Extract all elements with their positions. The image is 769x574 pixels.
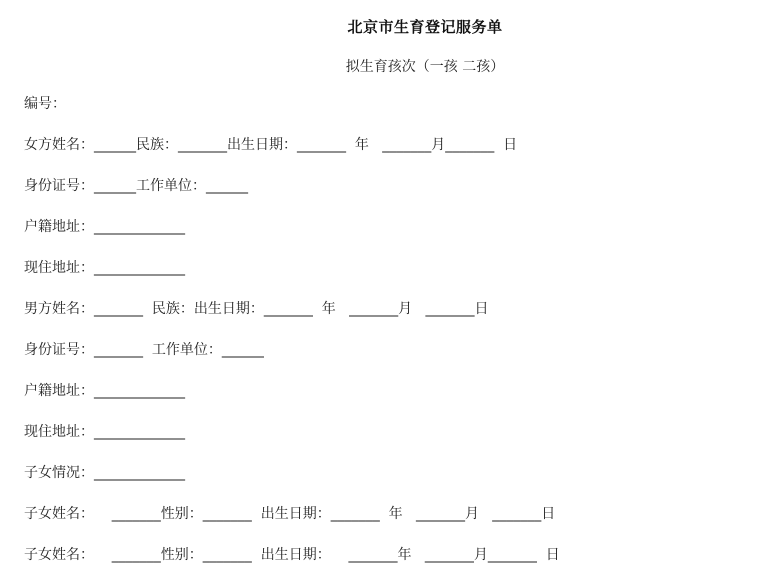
form-line-number: 编号： [24, 96, 66, 112]
form-line-male-id: 身份证号：_______ 工作单位：______ [24, 342, 264, 358]
form-line-male-name: 男方姓名：_______ 民族：出生日期：_______ 年 _______月 _______日 [24, 301, 489, 317]
form-line-female-id: 身份证号：______工作单位：______ [24, 178, 248, 194]
form-line-children-status: 子女情况：_____________ [24, 465, 185, 481]
form-line-female-household: 户籍地址：_____________ [24, 219, 185, 235]
form-subtitle: 拟生育孩次（一孩 二孩） [345, 59, 505, 75]
form-line-male-household: 户籍地址：_____________ [24, 383, 185, 399]
form-line-child-1: 子女姓名： _______性别：_______ 出生日期：_______ 年 _______月 _______日 [24, 506, 556, 522]
form-line-child-2: 子女姓名： _______性别：_______ 出生日期： _______年 _______月_______ 日 [24, 547, 560, 563]
form-line-female-address: 现住地址：_____________ [24, 260, 185, 276]
form-line-male-address: 现住地址：_____________ [24, 424, 185, 440]
form-title: 北京市生育登记服务单 [347, 18, 503, 36]
form-line-female-name: 女方姓名：______民族：_______出生日期：_______ 年 _______月_______ 日 [24, 137, 518, 153]
